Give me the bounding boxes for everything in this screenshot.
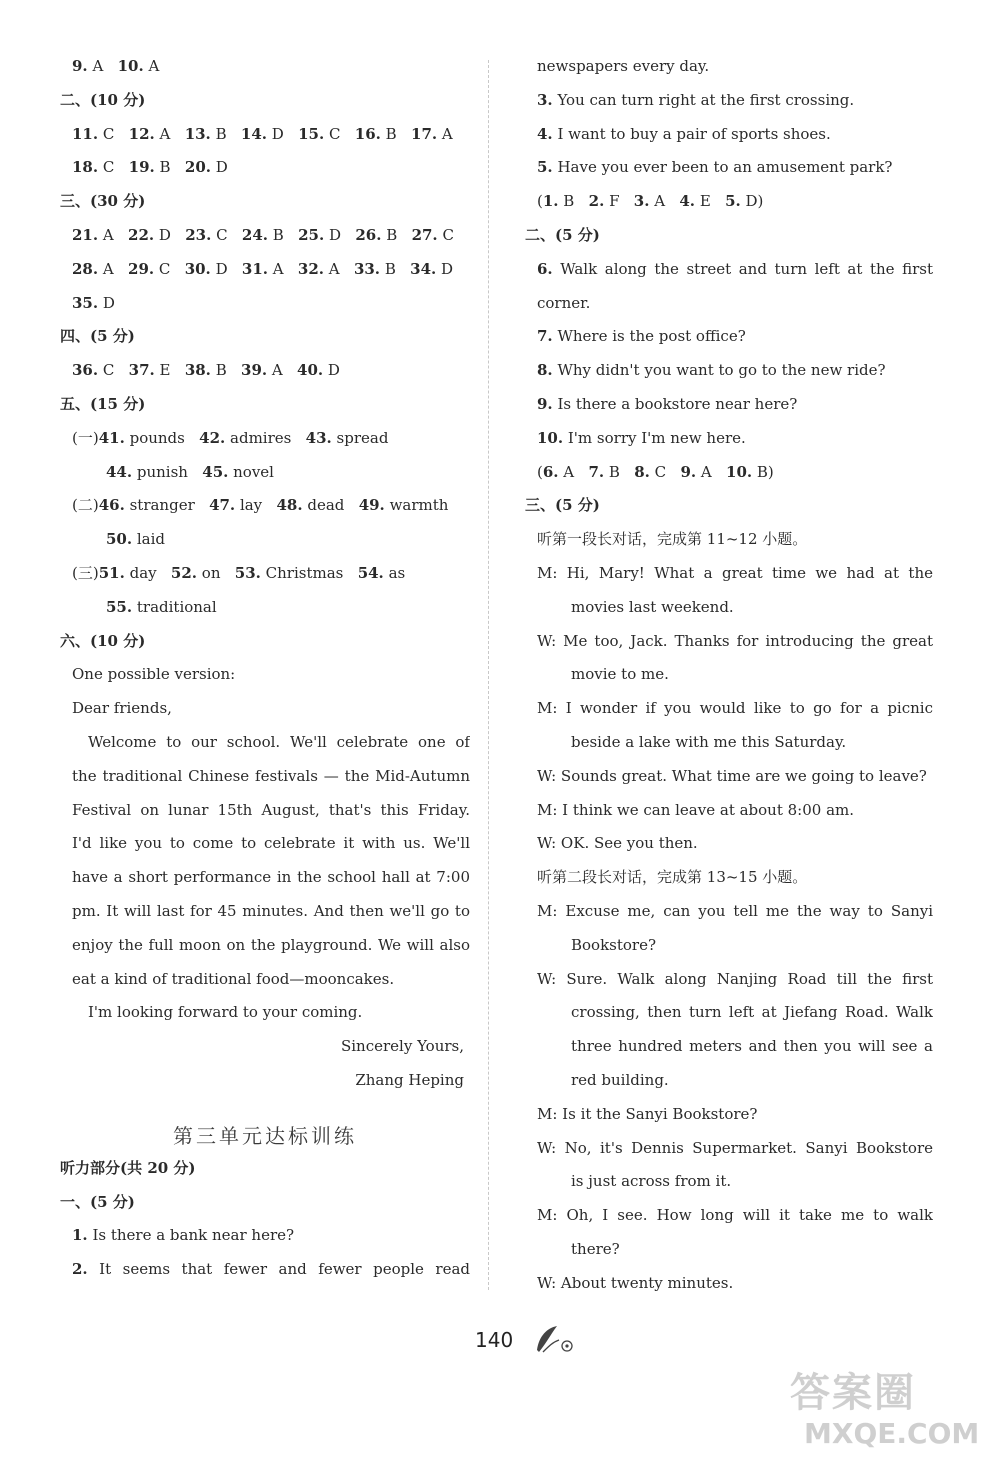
text-line: (二)46. stranger 47. lay 48. dead 49. warmth xyxy=(72,496,449,515)
text-line: the traditional Chinese festivals — the Mid-Autumn xyxy=(72,766,470,785)
text-line: pm. It will last for 45 minutes. And then we'll go to xyxy=(72,901,470,920)
text-line: 11. C 12. A 13. B 14. D 15. C 16. B 17. A xyxy=(72,124,453,143)
text-line: Bookstore? xyxy=(571,935,657,954)
text-line: (6. A 7. B 8. C 9. A 10. B) xyxy=(537,462,774,481)
watermark-top: 答案圈 xyxy=(790,1370,916,1416)
text-line: 5. Have you ever been to an amusement park? xyxy=(537,158,893,177)
column-divider xyxy=(488,60,489,1290)
text-line: W: OK. See you then. xyxy=(537,834,698,853)
text-line: enjoy the full moon on the playground. We will also xyxy=(72,935,470,954)
text-line: 21. A 22. D 23. C 24. B 25. D 26. B 27. C xyxy=(72,225,454,244)
text-line: 四、(5 分) xyxy=(60,327,135,346)
text-line: 35. D xyxy=(72,293,115,312)
text-line: (一)41. pounds 42. admires 43. spread xyxy=(72,428,389,447)
text-line: W: About twenty minutes. xyxy=(537,1273,734,1292)
text-line: 一、(5 分) xyxy=(60,1192,135,1211)
text-line: 3. You can turn right at the first crossing. xyxy=(537,90,855,109)
text-line: movie to me. xyxy=(571,665,669,684)
text-line: there? xyxy=(571,1239,620,1258)
text-line: 10. I'm sorry I'm new here. xyxy=(537,428,746,447)
text-line: Welcome to our school. We'll celebrate one of xyxy=(88,732,470,751)
text-line: M: Is it the Sanyi Bookstore? xyxy=(537,1104,758,1123)
text-line: Sincerely Yours, xyxy=(340,1037,464,1056)
text-line: M: Oh, I see. How long will it take me to walk xyxy=(537,1206,933,1225)
text-line: W: Sure. Walk along Nanjing Road till the first xyxy=(537,969,933,988)
text-line: 9. A 10. A xyxy=(72,57,160,75)
text-line: 6. Walk along the street and turn left at the first xyxy=(537,259,933,278)
text-line: I'm looking forward to your coming. xyxy=(88,1003,363,1022)
text-line: One possible version: xyxy=(72,665,236,684)
text-line: 三、(30 分) xyxy=(60,192,146,211)
text-line: W: Me too, Jack. Thanks for introducing the great xyxy=(537,631,933,650)
page-number: 140 xyxy=(475,1328,514,1352)
text-line: 55. traditional xyxy=(106,597,217,616)
text-line: newspapers every day. xyxy=(537,57,710,75)
text-line: 六、(10 分) xyxy=(60,631,146,650)
unit-title: 第三单元达标训练 xyxy=(173,1123,357,1148)
text-line: (三)51. day 52. on 53. Christmas 54. as xyxy=(72,563,406,582)
text-line: 28. A 29. C 30. D 31. A 32. A 33. B 34. D xyxy=(72,259,454,278)
text-line: (1. B 2. F 3. A 4. E 5. D) xyxy=(537,192,764,211)
text-line: M: I think we can leave at about 8:00 am. xyxy=(537,800,855,819)
page-footer xyxy=(0,1328,1000,1358)
text-line: W: No, it's Dennis Supermarket. Sanyi Bookstore xyxy=(537,1138,933,1157)
text-line: eat a kind of traditional food—mooncakes. xyxy=(72,969,395,988)
text-line: Festival on lunar 15th August, that's this Friday. xyxy=(72,800,470,819)
watermark-logo xyxy=(790,1368,990,1458)
text-line: movies last weekend. xyxy=(571,597,734,616)
text-line: Dear friends, xyxy=(72,699,172,718)
text-line: 4. I want to buy a pair of sports shoes. xyxy=(537,124,831,143)
text-line: 听力部分(共 20 分) xyxy=(60,1158,196,1177)
text-line: 五、(15 分) xyxy=(60,394,146,413)
text-line: 1. Is there a bank near here? xyxy=(72,1226,295,1245)
right-column xyxy=(525,50,933,1300)
text-line: 18. C 19. B 20. D xyxy=(72,158,228,177)
text-line: 36. C 37. E 38. B 39. A 40. D xyxy=(72,361,340,380)
text-line: 二、(10 分) xyxy=(60,90,146,109)
left-column xyxy=(60,50,470,1287)
text-line: 50. laid xyxy=(106,530,166,549)
text-line: red building. xyxy=(571,1070,669,1089)
text-line: M: Excuse me, can you tell me the way to Sanyi xyxy=(537,901,933,920)
watermark-bottom: MXQE.COM xyxy=(804,1417,980,1450)
text-line: crossing, then turn left at Jiefang Road. Walk xyxy=(571,1003,933,1022)
text-line: Zhang Heping xyxy=(355,1070,464,1089)
leaf-decoration-icon xyxy=(533,1322,577,1360)
text-line: 44. punish 45. novel xyxy=(106,462,274,481)
text-line: 2. It seems that fewer and fewer people read xyxy=(72,1260,470,1279)
text-line: 7. Where is the post office? xyxy=(537,327,746,346)
text-line: 听第二段长对话，完成第 13~15 小题。 xyxy=(537,868,808,887)
text-line: I'd like you to come to celebrate it with us. We'll xyxy=(72,834,470,853)
text-line: is just across from it. xyxy=(571,1172,732,1191)
text-line: W: Sounds great. What time are we going to leave? xyxy=(537,766,927,785)
text-line: M: Hi, Mary! What a great time we had at the xyxy=(537,563,933,582)
text-line: beside a lake with me this Saturday. xyxy=(571,732,847,751)
text-line: 8. Why didn't you want to go to the new ride? xyxy=(537,361,886,380)
text-line: M: I wonder if you would like to go for a picnic xyxy=(537,699,933,718)
text-line: 二、(5 分) xyxy=(525,225,600,244)
text-line: have a short performance in the school hall at 7:00 xyxy=(72,868,470,887)
text-line: three hundred meters and then you will see a xyxy=(571,1037,933,1056)
text-line: corner. xyxy=(537,293,591,312)
text-line: 听第一段长对话，完成第 11~12 小题。 xyxy=(537,530,808,549)
text-line: 9. Is there a bookstore near here? xyxy=(537,394,798,413)
text-line: 三、(5 分) xyxy=(525,496,600,515)
